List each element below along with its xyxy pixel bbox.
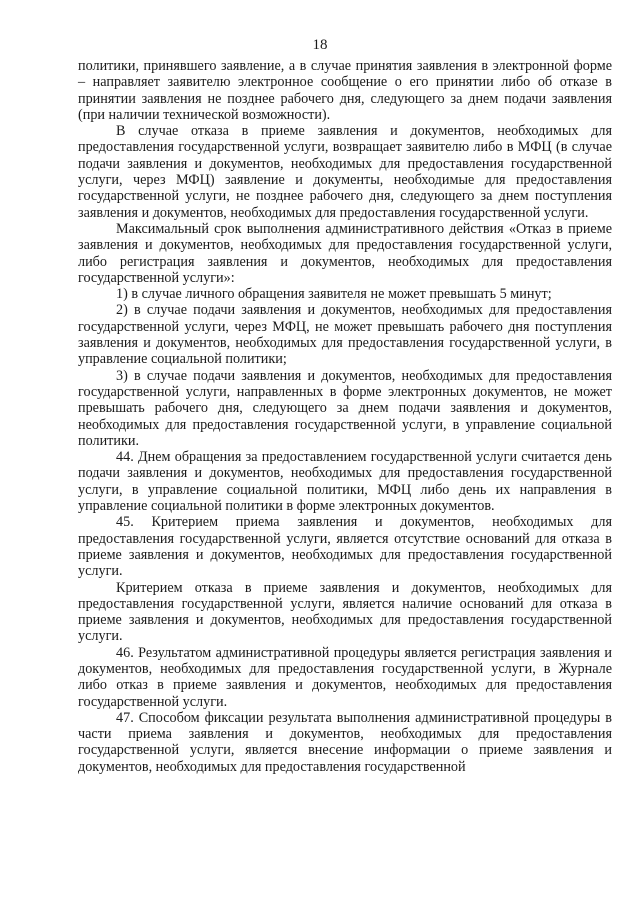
clause-45: 45. Критерием приема заявления и документов, необходимых для предоставления государственной услуги, является отсутствие оснований для отказа в приеме заявления и документов, необходимых для предоставления государственной услуги. (78, 514, 612, 580)
clause-46: 46. Результатом административной процедуры является регистрация заявления и документов, необходимых для предоставления государственной услуги, в Журнале либо отказ в приеме заявления и документов, необходимых для предоставления государственной услуги. (78, 644, 612, 710)
paragraph-3: Максимальный срок выполнения административного действия «Отказ в приеме заявления и документов, необходимых для предоставления государственной услуги, либо регистрация заявления и документов, необходимых для предоставления государственной услуги»: (78, 220, 612, 286)
page-body-text (78, 58, 612, 775)
page-number: 18 (312, 37, 328, 53)
paragraph-1: политики, принявшего заявление, а в случае принятия заявления в электронной форме – направляет заявителю электронное сообщение о его принятии либо об отказе в принятии заявления не позднее рабочего дня, следующего за днем подачи заявления (при наличии технической возможности). (78, 58, 612, 123)
paragraph-2: В случае отказа в приеме заявления и документов, необходимых для предоставления государственной услуги, возвращает заявителю либо в МФЦ (в случае подачи заявления и документов, необходимых для предоставления государственной услуги, через МФЦ) заявление и документы, необходимые для предоставления государственной услуги, не позднее рабочего дня, следующего за днем поступления заявления и документов, необходимых для предоставления государственной услуги. (78, 123, 612, 221)
paragraph-refusal-criterion: Критерием отказа в приеме заявления и документов, необходимых для предоставления государственной услуги, является наличие оснований для отказа в приеме заявления и документов, необходимых для предоставления государственной услуги. (78, 579, 612, 645)
clause-47: 47. Способом фиксации результата выполнения административной процедуры в части приема заявления и документов, необходимых для предоставления государственной услуги, является внесение информации о приеме заявления и документов, необходимых для предоставления государственной (78, 709, 612, 775)
list-item-2: 2) в случае подачи заявления и документов, необходимых для предоставления государственной услуги, через МФЦ, не может превышать рабочего дня поступления заявления и документов, необходимых для предоставления государственной услуги, в управление социальной политики; (78, 302, 612, 368)
list-item-1: 1) в случае личного обращения заявителя не может превышать 5 минут; (116, 286, 552, 303)
clause-44: 44. Днем обращения за предоставлением государственной услуги считается день подачи заявления и документов, необходимых для предоставления государственной услуги, в управление социальной политики, МФЦ либо день их направления в управление социальной политики в форме электронных документов. (78, 449, 612, 515)
list-item-3: 3) в случае подачи заявления и документов, необходимых для предоставления государственной услуги, направленных в форме электронных документов, не может превышать рабочего дня, следующего за днем подачи заявления и документов, необходимых для предоставления государственной услуги, в управление социальной политики. (78, 367, 612, 449)
